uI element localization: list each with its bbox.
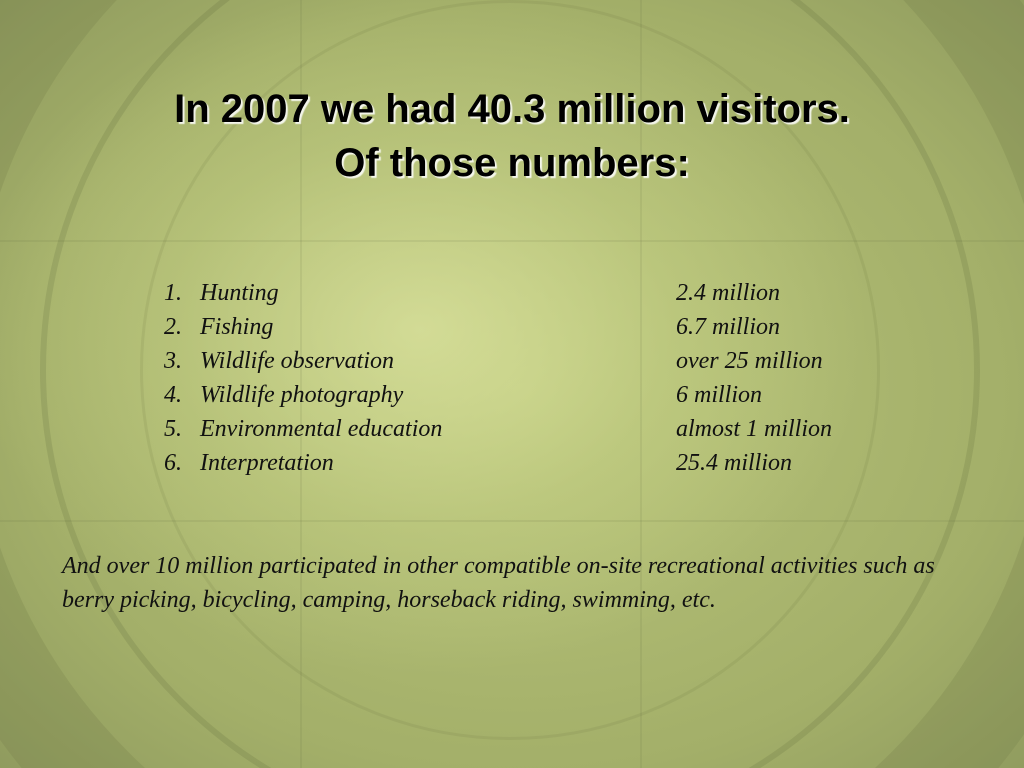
list-item [164, 310, 884, 344]
list-item-label: Hunting [200, 280, 279, 306]
list-item [164, 344, 884, 378]
list-item-label: Wildlife observation [200, 348, 394, 374]
list-item-value: almost 1 million [676, 416, 833, 442]
list-item-number: 3. [164, 348, 182, 374]
list-item-number: 5. [164, 416, 182, 442]
list-item [164, 446, 884, 480]
list-item-label: Interpretation [200, 450, 334, 476]
list-item [164, 378, 884, 412]
list-item-number: 1. [164, 280, 182, 306]
list-item-value: 6.7 million [676, 314, 781, 340]
list-item-label: Wildlife photography [200, 382, 404, 408]
slide-title [60, 82, 964, 190]
list-item-value: 6 million [676, 382, 763, 408]
list-item-value: 2.4 million [676, 280, 781, 306]
slide-title-line-2: Of those numbers: [334, 141, 690, 185]
slide-note: And over 10 million participated in other compatible on-site recreational activities such as berry picking, bicycling, camping, horseback riding, swimming, etc. [62, 553, 935, 613]
slide-title-line-1: In 2007 we had 40.3 million visitors. [174, 87, 850, 131]
background-texture-line [0, 520, 1024, 522]
activity-list [164, 276, 884, 480]
list-item [164, 276, 884, 310]
list-item-value: over 25 million [676, 348, 823, 374]
list-item-number: 6. [164, 450, 182, 476]
background-texture-line [0, 240, 1024, 242]
list-item-value: 25.4 million [676, 450, 793, 476]
list-item-label: Environmental education [200, 416, 443, 442]
list-item-number: 4. [164, 382, 182, 408]
list-item [164, 412, 884, 446]
list-item-label: Fishing [200, 314, 274, 340]
list-item-number: 2. [164, 314, 182, 340]
